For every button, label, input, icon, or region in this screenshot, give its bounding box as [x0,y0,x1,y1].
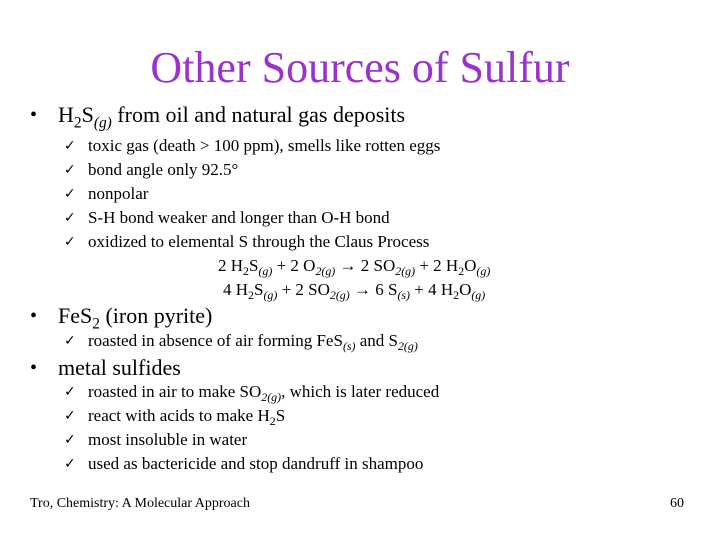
list-item-text: bond angle only 92.5° [88,160,239,179]
list-item-text: most insoluble in water [88,430,248,449]
checkmark-icon: ✓ [64,456,76,472]
list-item-text: used as bactericide and stop dandruff in shampoo [88,454,424,473]
slide-title: Other Sources of Sulfur [150,43,570,92]
checkmark-icon: ✓ [64,162,76,178]
checkmark-icon: ✓ [64,138,76,154]
checkmark-icon: ✓ [64,432,76,448]
equation-1: 2 $H_2S_{(g)} + 2$ $O_{2(g)} \to 2$ $SO_{2(g)} + 2$ $H_2O_{(g)}$ [218,256,491,279]
checkmark-icon: ✓ [64,384,76,400]
bullet-icon: • [30,104,38,126]
list-item-text: toxic gas (death > 100 ppm), smells like rotten eggs [88,136,441,155]
page-number: 60 [670,496,684,511]
list-item-text: nonpolar [88,184,149,203]
list-item-text: roasted in air to make $SO_{2(g)}$, which is later reduced [88,382,440,405]
list-item-text: S-H bond weaker and longer than O-H bond [88,208,390,227]
list-item-text: roasted in absence of air forming FeS$_{(s)}$ and $S_{2(g)}$ [88,331,418,354]
list-item-text: react with acids to make $H_2S$ [88,406,286,429]
checkmark-icon: ✓ [64,186,76,202]
arrow-icon: → [335,256,361,275]
bullet-icon: • [30,305,38,327]
checkmark-icon: ✓ [64,333,76,349]
equation-2: 4 $H_2S_{(g)} + 2$ $SO_{2(g)} \to 6$ $S_{(s)} + 4$ $H_2O_{(g)}$ [223,280,486,303]
checkmark-icon: ✓ [64,210,76,226]
checkmark-icon: ✓ [64,408,76,424]
arrow-icon: → [349,280,376,299]
bullet-heading: $H_2S_{(g)}$ from oil and natural gas deposits [58,102,406,132]
bullet-icon: • [30,357,38,379]
bullet-heading: FeS$_2$ (iron pyrite) [58,303,213,333]
list-item-text: oxidized to elemental S through the Claus Process [88,232,430,251]
checkmark-icon: ✓ [64,234,76,250]
footer-source: Tro, Chemistry: A Molecular Approach [30,496,250,511]
bullet-heading: metal sulfides [58,355,181,380]
